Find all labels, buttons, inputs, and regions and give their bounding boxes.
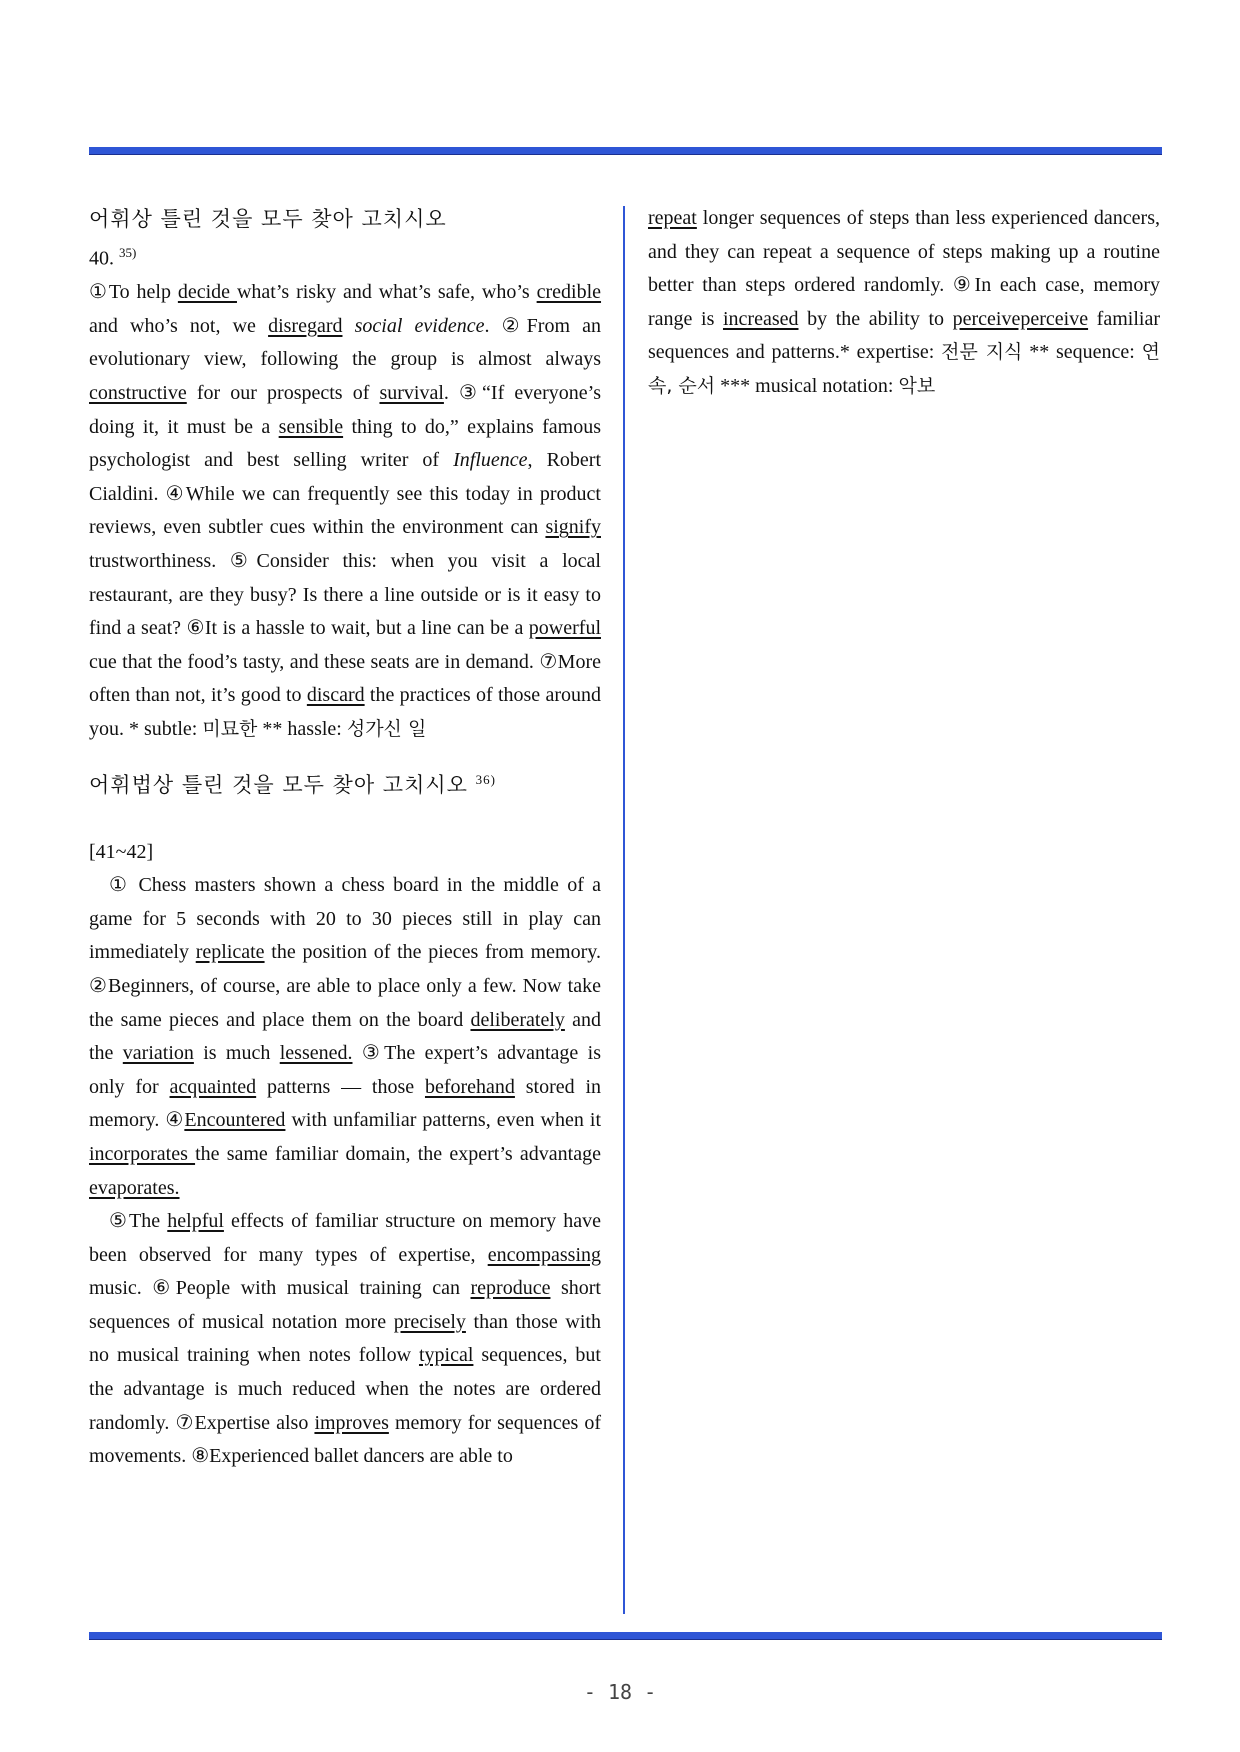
underlined-word: lessened. bbox=[279, 1042, 353, 1065]
text-run: than those with no musical training when notes follow bbox=[89, 1310, 601, 1367]
text-run: memory for sequences of movements. ⑧Experienced ballet dancers are able to bbox=[89, 1411, 601, 1468]
text-run: sequences, but the advantage is much reduced when the notes are ordered randomly. ⑦Expertise also bbox=[89, 1344, 601, 1434]
underlined-word: signify bbox=[545, 516, 601, 539]
italic-text: Influence bbox=[453, 449, 528, 472]
underlined-word: sensible bbox=[278, 415, 344, 438]
gloss-text: 성가신 일 bbox=[346, 717, 427, 740]
page-number: - 18 - bbox=[583, 1680, 657, 1704]
text-run: the practices of those around you. * subtle: bbox=[89, 684, 602, 740]
text-run: by the ability to bbox=[798, 307, 953, 330]
text-run: what’s risky and what’s safe, who’s bbox=[236, 281, 537, 304]
text-run: . ②From an evolutionary view, following the group is almost always bbox=[89, 314, 602, 371]
paragraph-1 bbox=[89, 869, 601, 1205]
text-run: the same familiar domain, the expert’s advantage bbox=[195, 1142, 601, 1165]
underlined-word: typical bbox=[418, 1344, 474, 1367]
underlined-word: disregard bbox=[268, 314, 343, 337]
underlined-word: increased bbox=[722, 307, 799, 330]
underlined-word: reproduce bbox=[470, 1277, 551, 1300]
text-run: the position of the pieces from memory. ②Beginners, of course, are able to place only a few. Now take the same pieces and place them on the board bbox=[89, 941, 601, 1031]
gloss-text: 전문 지식 bbox=[941, 341, 1023, 364]
passage-41-42-left bbox=[89, 869, 601, 1474]
text-run: ** hassle: bbox=[257, 717, 347, 740]
question-number: 40. $^{35)}$ bbox=[89, 245, 137, 270]
underlined-word: variation bbox=[122, 1042, 194, 1065]
underlined-word: encompassing bbox=[487, 1243, 601, 1266]
passage-41-42-right bbox=[648, 202, 1160, 404]
underlined-word: powerful bbox=[528, 617, 601, 640]
text-run: thing to do,” explains famous psychologist and best selling writer of bbox=[89, 415, 602, 472]
text-run: *** musical notation: bbox=[715, 374, 899, 397]
underlined-word: beforehand bbox=[424, 1075, 515, 1098]
text-run: patterns — those bbox=[256, 1075, 425, 1098]
text-run: and the bbox=[89, 1008, 601, 1065]
underlined-word: evaporates. bbox=[89, 1176, 180, 1199]
left-column bbox=[89, 202, 601, 1474]
top-rule bbox=[89, 147, 1162, 155]
text-run: with unfamiliar patterns, even when it bbox=[285, 1109, 602, 1132]
text-run: cue that the food’s tasty, and these seats are in demand. ⑦More often than not, it’s good to bbox=[89, 650, 601, 707]
underlined-word: discard bbox=[306, 684, 365, 707]
text-run: , Robert Cialdini. ④While we can frequently see this today in product reviews, even subtler cues within the environment can bbox=[89, 449, 602, 539]
underlined-word: deliberately bbox=[470, 1008, 565, 1031]
text-run: trustworthiness. ⑤Consider this: when you visit a local restaurant, are they busy? Is there a line outside or is it easy to find a seat? ⑥It is a hassle to wait, but a line can be a bbox=[89, 550, 601, 640]
text-run: stored in memory. ④ bbox=[89, 1075, 601, 1132]
underlined-word: improves bbox=[314, 1411, 389, 1434]
footnote-ref: 35) bbox=[119, 245, 137, 260]
text-run: ① Chess masters shown a chess board in the middle of a game for 5 seconds with 20 to 30 pieces still in play can immediately bbox=[89, 874, 601, 964]
gloss-text: 악보 bbox=[898, 374, 936, 397]
question-range: [41~42] bbox=[89, 840, 154, 863]
text-run: ③The expert’s advantage is only for bbox=[89, 1042, 602, 1098]
text-run: for our prospects of bbox=[186, 382, 380, 405]
underlined-word: replicate bbox=[195, 941, 265, 964]
italic-text: social evidence bbox=[354, 314, 485, 337]
text-run: is much bbox=[193, 1042, 280, 1065]
text-run: effects of familiar structure on memory have been observed for many types of expertise, bbox=[89, 1210, 602, 1266]
text-run: short sequences of musical notation more bbox=[89, 1277, 601, 1333]
column-divider bbox=[623, 206, 625, 1614]
passage-40 bbox=[89, 276, 601, 746]
gloss-text: 연속, 순서 bbox=[648, 341, 1160, 397]
footnote-ref: 36) bbox=[475, 771, 496, 787]
text-run: . ③“If everyone’s doing it, it must be a bbox=[89, 382, 601, 438]
text-run: ①To help bbox=[89, 281, 178, 304]
underlined-word: precisely bbox=[393, 1310, 466, 1333]
text-run bbox=[342, 315, 354, 337]
text-run: and who’s not, we bbox=[89, 314, 269, 337]
right-column bbox=[648, 202, 1160, 404]
paragraph-2 bbox=[89, 1205, 601, 1474]
text-run: ⑤The bbox=[109, 1210, 168, 1233]
underlined-word: acquainted bbox=[169, 1075, 257, 1098]
paragraph-2-continued bbox=[648, 202, 1160, 404]
underlined-word: survival bbox=[379, 382, 444, 405]
text-run: music. ⑥People with musical training can bbox=[89, 1277, 471, 1300]
underlined-word: helpful bbox=[167, 1210, 224, 1233]
underlined-word: Encountered bbox=[184, 1109, 286, 1132]
bottom-rule bbox=[89, 1632, 1162, 1640]
underlined-word: credible bbox=[536, 281, 602, 304]
underlined-word: repeat bbox=[648, 207, 697, 229]
section1-heading: 어휘상 틀린 것을 모두 찾아 고치시오 bbox=[89, 207, 447, 231]
underlined-word: perceiveperceive bbox=[952, 307, 1089, 330]
text-run: ** sequence: bbox=[1022, 341, 1142, 364]
underlined-word: constructive bbox=[89, 382, 187, 405]
gloss-text: 미묘한 bbox=[202, 717, 258, 740]
underlined-word: decide bbox=[177, 281, 237, 304]
section2-heading: 어휘법상 틀린 것을 모두 찾아 고치시오 $^{36)}$ bbox=[89, 771, 496, 797]
text-run: familiar sequences and patterns.* expertise: bbox=[648, 307, 1160, 364]
underlined-word: incorporates bbox=[89, 1142, 196, 1165]
text-run: longer sequences of steps than less experienced dancers, and they can repeat a sequence of steps making up a routine better than steps ordered randomly. ⑨In each case, memory range is bbox=[648, 207, 1160, 330]
